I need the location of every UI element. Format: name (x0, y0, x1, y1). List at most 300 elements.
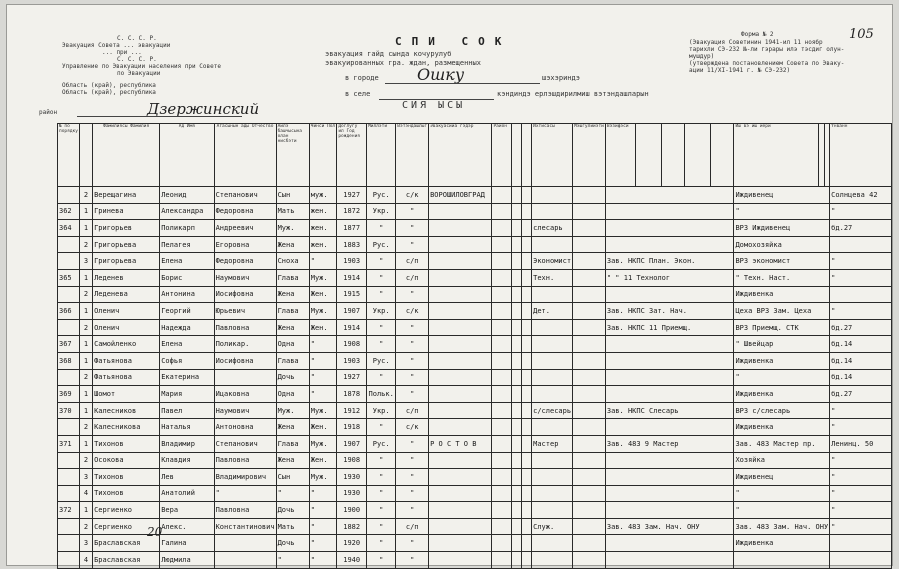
blank-cell (573, 469, 606, 486)
birth-year-cell: 1908 (337, 336, 367, 353)
blank-cell (573, 220, 606, 237)
sex-cell: Муж. (309, 469, 337, 486)
surname-cell: Калесникова (93, 419, 160, 436)
sex-cell: Муж. (309, 435, 337, 452)
first-name-cell: Анатолий (160, 485, 214, 502)
document-title: СПИ СОК (395, 35, 512, 48)
surname-cell: Шомот (93, 386, 160, 403)
blank-cell (511, 469, 521, 486)
specialty-cell: Служ. (532, 518, 573, 535)
nationality-cell: Польк. (367, 386, 396, 403)
origin-city-cell (429, 336, 492, 353)
patronymic-cell: Юрьевич (214, 303, 276, 320)
column-header: Фамилиясы Фамилия (93, 124, 160, 187)
table-row (58, 419, 892, 436)
origin-city-cell (429, 352, 492, 369)
sex-cell: жен. (309, 220, 337, 237)
origin-city-cell (429, 386, 492, 403)
first-name-cell: Борис (160, 269, 214, 286)
column-header: Миллэти (367, 124, 396, 187)
family-member-number: 1 (79, 386, 92, 403)
nationality-cell: " (367, 269, 396, 286)
citizenship-cell: " (396, 552, 429, 569)
origin-city-cell (429, 286, 492, 303)
blank-cell (492, 485, 512, 502)
first-name-cell: Лев (160, 469, 214, 486)
row-number: 362 (58, 203, 80, 220)
citizenship-cell: с/к (396, 303, 429, 320)
birth-year-cell: 1903 (337, 253, 367, 270)
origin-city-cell (429, 485, 492, 502)
address-cell: бд.27 (830, 319, 892, 336)
birth-year-cell: 1907 (337, 435, 367, 452)
blank-cell (573, 352, 606, 369)
table-row (58, 203, 892, 220)
column-header: Атасынын ады Отчество (214, 124, 276, 187)
relation-cell: Глава (276, 435, 309, 452)
current-work-cell: ВРЗ Иждивенец (734, 220, 830, 237)
previous-job-cell (605, 203, 734, 220)
address-cell: " (830, 419, 892, 436)
sex-cell: " (309, 386, 337, 403)
blank-cell (492, 419, 512, 436)
blank-cell (492, 286, 512, 303)
specialty-cell: слесарь (532, 220, 573, 237)
first-name-cell: Мария (160, 386, 214, 403)
sex-cell: муж. (309, 187, 337, 204)
row-number (58, 419, 80, 436)
blank-cell (511, 552, 521, 569)
blank-cell (511, 518, 521, 535)
origin-city-cell (429, 469, 492, 486)
family-member-number: 1 (79, 352, 92, 369)
previous-job-cell: Зав. НКПС План. Экон. (605, 253, 734, 270)
family-member-number: 3 (79, 469, 92, 486)
first-name-cell: Вера (160, 502, 214, 519)
patronymic-cell: Андреевич (214, 220, 276, 237)
birth-year-cell: 1872 (337, 203, 367, 220)
blank-cell (511, 485, 521, 502)
current-work-cell: Иждивенка (734, 386, 830, 403)
current-work-cell: " (734, 485, 830, 502)
column-header (685, 124, 710, 187)
patronymic-cell: Иосифовна (214, 352, 276, 369)
birth-year-cell: 1914 (337, 319, 367, 336)
citizenship-cell: " (396, 319, 429, 336)
nationality-cell: Рус. (367, 435, 396, 452)
column-header: Ҹинси Пол (309, 124, 337, 187)
blank-cell (492, 352, 512, 369)
citizenship-cell: с/к (396, 419, 429, 436)
row-number (58, 319, 80, 336)
address-cell (830, 236, 892, 253)
birth-year-cell: 1940 (337, 552, 367, 569)
row-number: 367 (58, 336, 80, 353)
nationality-cell: Укр. (367, 203, 396, 220)
form-label: Форма № 2 (741, 31, 774, 38)
patronymic-cell (214, 369, 276, 386)
surname-cell: Сергиенко (93, 518, 160, 535)
form-text-line: ации 11/XI-1941 г. № СЭ-232) (689, 67, 791, 74)
patronymic-cell (214, 535, 276, 552)
table-row (58, 253, 892, 270)
previous-job-cell: Зав. НКПС 11 Приемщ. (605, 319, 734, 336)
blank-cell (522, 236, 532, 253)
header-left-block (62, 35, 221, 96)
relation-cell: Одна (276, 386, 309, 403)
sex-cell: Жен. (309, 419, 337, 436)
blank-cell (492, 518, 512, 535)
previous-job-cell (605, 485, 734, 502)
family-member-number: 1 (79, 303, 92, 320)
patronymic-cell: Антоновна (214, 419, 276, 436)
header-left-line: С. С. С. Р. (117, 35, 157, 42)
patronymic-cell: Владимирович (214, 469, 276, 486)
blank-cell (511, 535, 521, 552)
first-name-cell: Софья (160, 352, 214, 369)
patronymic-cell (214, 552, 276, 569)
address-cell: бд.14 (830, 352, 892, 369)
row-number (58, 236, 80, 253)
birth-year-cell: 1883 (337, 236, 367, 253)
blank-cell (573, 303, 606, 320)
address-cell (830, 286, 892, 303)
relation-cell: Муж. (276, 220, 309, 237)
blank-cell (522, 336, 532, 353)
current-work-cell: " Техн. Наст. (734, 269, 830, 286)
specialty-cell: Техн. (532, 269, 573, 286)
current-work-cell: Иждивенка (734, 535, 830, 552)
relation-cell: Одна (276, 336, 309, 353)
relation-cell: Жена (276, 419, 309, 436)
blank-cell (573, 518, 606, 535)
specialty-cell: с/слесарь (532, 402, 573, 419)
blank-cell (511, 369, 521, 386)
column-header: Мэшгулийэти (573, 124, 606, 187)
blank-cell (492, 452, 512, 469)
blank-cell (573, 452, 606, 469)
sex-cell: " (309, 352, 337, 369)
birth-year-cell: 1927 (337, 187, 367, 204)
nationality-cell: " (367, 535, 396, 552)
relation-cell: " (276, 485, 309, 502)
relation-cell: Дочь (276, 369, 309, 386)
blank-cell (522, 419, 532, 436)
blank-cell (573, 203, 606, 220)
header-left-line: Эвакуация Совета ... эвакуации (62, 42, 171, 49)
row-number (58, 286, 80, 303)
column-header (661, 124, 685, 187)
address-cell: " (830, 269, 892, 286)
first-name-cell: Антонина (160, 286, 214, 303)
specialty-cell (532, 502, 573, 519)
blank-cell (573, 369, 606, 386)
previous-job-cell (605, 220, 734, 237)
sex-cell: " (309, 485, 337, 502)
relation-cell: Жена (276, 286, 309, 303)
relation-cell: Жена (276, 319, 309, 336)
family-member-number: 1 (79, 336, 92, 353)
relation-cell: Муж. (276, 402, 309, 419)
address-cell: " (830, 469, 892, 486)
nationality-cell: " (367, 485, 396, 502)
address-cell: " (830, 452, 892, 469)
blank-cell (522, 203, 532, 220)
citizenship-cell: с/к (396, 187, 429, 204)
relation-cell: Жена (276, 236, 309, 253)
table-row (58, 319, 892, 336)
row-number (58, 187, 80, 204)
patronymic-cell: Федоровна (214, 253, 276, 270)
blank-cell (573, 402, 606, 419)
nationality-cell: " (367, 502, 396, 519)
origin-city-cell: Р О С Т О В (429, 435, 492, 452)
blank-cell (573, 253, 606, 270)
sex-cell: Муж. (309, 402, 337, 419)
document-sheet (6, 4, 893, 566)
relation-cell: Сын (276, 469, 309, 486)
citizenship-cell: с/п (396, 269, 429, 286)
previous-job-cell (605, 187, 734, 204)
birth-year-cell: 1915 (337, 286, 367, 303)
first-name-cell: Георгий (160, 303, 214, 320)
blank-cell (511, 220, 521, 237)
current-work-cell: ВРЗ экономист (734, 253, 830, 270)
address-cell (830, 552, 892, 569)
blank-cell (522, 319, 532, 336)
blank-cell (522, 187, 532, 204)
first-name-cell: Леонид (160, 187, 214, 204)
column-header: Вэтэндашлыг (396, 124, 429, 187)
patronymic-cell: Павловна (214, 319, 276, 336)
blank-cell (522, 386, 532, 403)
previous-job-cell (605, 419, 734, 436)
surname-cell: Оленич (93, 319, 160, 336)
citizenship-cell: с/п (396, 253, 429, 270)
blank-cell (573, 286, 606, 303)
citizenship-cell: с/п (396, 402, 429, 419)
previous-job-cell: " " 11 Технолог (605, 269, 734, 286)
blank-cell (573, 236, 606, 253)
blank-cell (492, 303, 512, 320)
family-member-number: 2 (79, 518, 92, 535)
header-left-line: Область (край), республика (62, 82, 156, 89)
blank-cell (522, 220, 532, 237)
citizenship-cell: " (396, 386, 429, 403)
relation-cell: Дочь (276, 535, 309, 552)
specialty-cell (532, 369, 573, 386)
sex-cell: " (309, 535, 337, 552)
blank-cell (522, 369, 532, 386)
current-work-cell: " (734, 502, 830, 519)
blank-cell (522, 253, 532, 270)
family-member-number: 2 (79, 369, 92, 386)
table-row (58, 469, 892, 486)
sex-cell: Жен. (309, 319, 337, 336)
nationality-cell: " (367, 336, 396, 353)
in-village-label: в селе (345, 90, 371, 98)
patronymic-cell: Константинович (214, 518, 276, 535)
previous-job-cell: Зав. НКПС Слесарь (605, 402, 734, 419)
patronymic-cell: Павловна (214, 502, 276, 519)
citizenship-cell: с/п (396, 518, 429, 535)
blank-cell (492, 369, 512, 386)
row-number: 368 (58, 352, 80, 369)
address-cell: бд.14 (830, 369, 892, 386)
blank-cell (492, 187, 512, 204)
birth-year-cell: 1912 (337, 402, 367, 419)
patronymic-cell: " (214, 485, 276, 502)
previous-job-cell (605, 236, 734, 253)
relation-cell: " (276, 552, 309, 569)
citizenship-cell: " (396, 502, 429, 519)
family-member-number: 4 (79, 552, 92, 569)
specialty-cell (532, 286, 573, 303)
origin-city-cell (429, 269, 492, 286)
column-header: Ихтисасы (532, 124, 573, 187)
row-number: 364 (58, 220, 80, 237)
blank-cell (522, 352, 532, 369)
row-number: 366 (58, 303, 80, 320)
sex-cell: жен. (309, 236, 337, 253)
village-suffix: кэндиндэ ерлэшдирилмиш вэтэндашларын (497, 90, 649, 98)
header-left-line: Управление по Эвакуации населения при Совете (62, 63, 221, 70)
table-row (58, 435, 892, 452)
table-row (58, 452, 892, 469)
family-member-number: 3 (79, 253, 92, 270)
surname-cell: Григорьев (93, 220, 160, 237)
row-number (58, 469, 80, 486)
blank-cell (573, 269, 606, 286)
origin-city-cell (429, 253, 492, 270)
citizenship-cell: " (396, 369, 429, 386)
origin-city-cell (429, 518, 492, 535)
first-name-cell: Владимир (160, 435, 214, 452)
patronymic-cell: Поликар. (214, 336, 276, 353)
origin-city-cell (429, 419, 492, 436)
surname-cell: Сергиенко (93, 502, 160, 519)
family-member-number: 2 (79, 236, 92, 253)
form-text-line: тарихли СЭ-232 №-ли гэрары илэ тэсдиг олун- (689, 46, 845, 53)
current-work-cell: Цеха ВРЗ Зам. Цеха (734, 303, 830, 320)
blank-cell (492, 552, 512, 569)
previous-job-cell: Зав. НКПС Зат. Нач. (605, 303, 734, 320)
blank-cell (492, 236, 512, 253)
blank-cell (511, 419, 521, 436)
blank-cell (511, 203, 521, 220)
nationality-cell: " (367, 253, 396, 270)
citizenship-cell: " (396, 286, 429, 303)
previous-job-cell (605, 369, 734, 386)
address-cell: бд.14 (830, 336, 892, 353)
nationality-cell: " (367, 286, 396, 303)
patronymic-cell: Наумович (214, 269, 276, 286)
relation-cell: Глава (276, 303, 309, 320)
row-number: 371 (58, 435, 80, 452)
blank-cell (573, 386, 606, 403)
column-header: Эвакуасийа гэдэр (429, 124, 492, 187)
specialty-cell (532, 203, 573, 220)
origin-city-cell (429, 535, 492, 552)
blank-cell (522, 518, 532, 535)
birth-year-cell: 1908 (337, 452, 367, 469)
specialty-cell (532, 452, 573, 469)
blank-cell (573, 535, 606, 552)
row-number (58, 485, 80, 502)
table-row (58, 402, 892, 419)
nationality-cell: " (367, 518, 396, 535)
citizenship-cell: " (396, 535, 429, 552)
blank-cell (492, 469, 512, 486)
district-handwritten: Дзержинский (147, 100, 260, 118)
table-row (58, 236, 892, 253)
specialty-cell: Дет. (532, 303, 573, 320)
current-work-cell: " Швейцар (734, 336, 830, 353)
specialty-cell (532, 419, 573, 436)
birth-year-cell: 1930 (337, 469, 367, 486)
address-cell: Ленинц. 50 (830, 435, 892, 452)
row-number: 369 (58, 386, 80, 403)
sex-cell: " (309, 518, 337, 535)
family-member-number: 3 (79, 535, 92, 552)
origin-city-cell (429, 319, 492, 336)
origin-city-cell (429, 502, 492, 519)
family-member-number: 1 (79, 203, 92, 220)
nationality-cell: Укр. (367, 303, 396, 320)
previous-job-cell: Зав. 483 9 Мастер (605, 435, 734, 452)
blank-cell (522, 535, 532, 552)
specialty-cell (532, 552, 573, 569)
birth-year-cell: 1927 (337, 369, 367, 386)
citizenship-cell: " (396, 485, 429, 502)
column-header: Доглугу ил Год рождения (337, 124, 367, 187)
relation-cell: Дочь (276, 502, 309, 519)
blank-cell (511, 269, 521, 286)
in-city-label: в городе (345, 74, 379, 82)
sex-cell: Жен. (309, 286, 337, 303)
column-header: Аилэ башчысына олан нисбэти (276, 124, 309, 187)
specialty-cell (532, 469, 573, 486)
address-cell: " (830, 203, 892, 220)
family-member-number: 2 (79, 419, 92, 436)
address-cell: " (830, 253, 892, 270)
current-work-cell: " (734, 203, 830, 220)
nationality-cell: " (367, 369, 396, 386)
current-work-cell (734, 552, 830, 569)
previous-job-cell (605, 552, 734, 569)
column-header (710, 124, 734, 187)
patronymic-cell: Федоровна (214, 203, 276, 220)
column-header: № по порядку (58, 124, 80, 187)
blank-cell (573, 435, 606, 452)
form-text-line: (Эвакуация Советинин 1941-ил 11 ноябр (689, 39, 823, 46)
citizenship-cell: " (396, 236, 429, 253)
current-work-cell: Зав. 483 Зам. Нач. ОНУ (734, 518, 830, 535)
citizenship-cell: " (396, 352, 429, 369)
relation-cell: Глава (276, 269, 309, 286)
evacuee-table (57, 123, 892, 569)
patronymic-cell: Павловна (214, 452, 276, 469)
sex-cell: Муж. (309, 303, 337, 320)
row-number: 372 (58, 502, 80, 519)
current-work-cell: Иждивенка (734, 352, 830, 369)
first-name-cell: Екатерина (160, 369, 214, 386)
blank-cell (492, 502, 512, 519)
table-row (58, 386, 892, 403)
current-work-cell: Иждивенец (734, 187, 830, 204)
column-header: Үнванн (830, 124, 892, 187)
family-member-number: 1 (79, 435, 92, 452)
